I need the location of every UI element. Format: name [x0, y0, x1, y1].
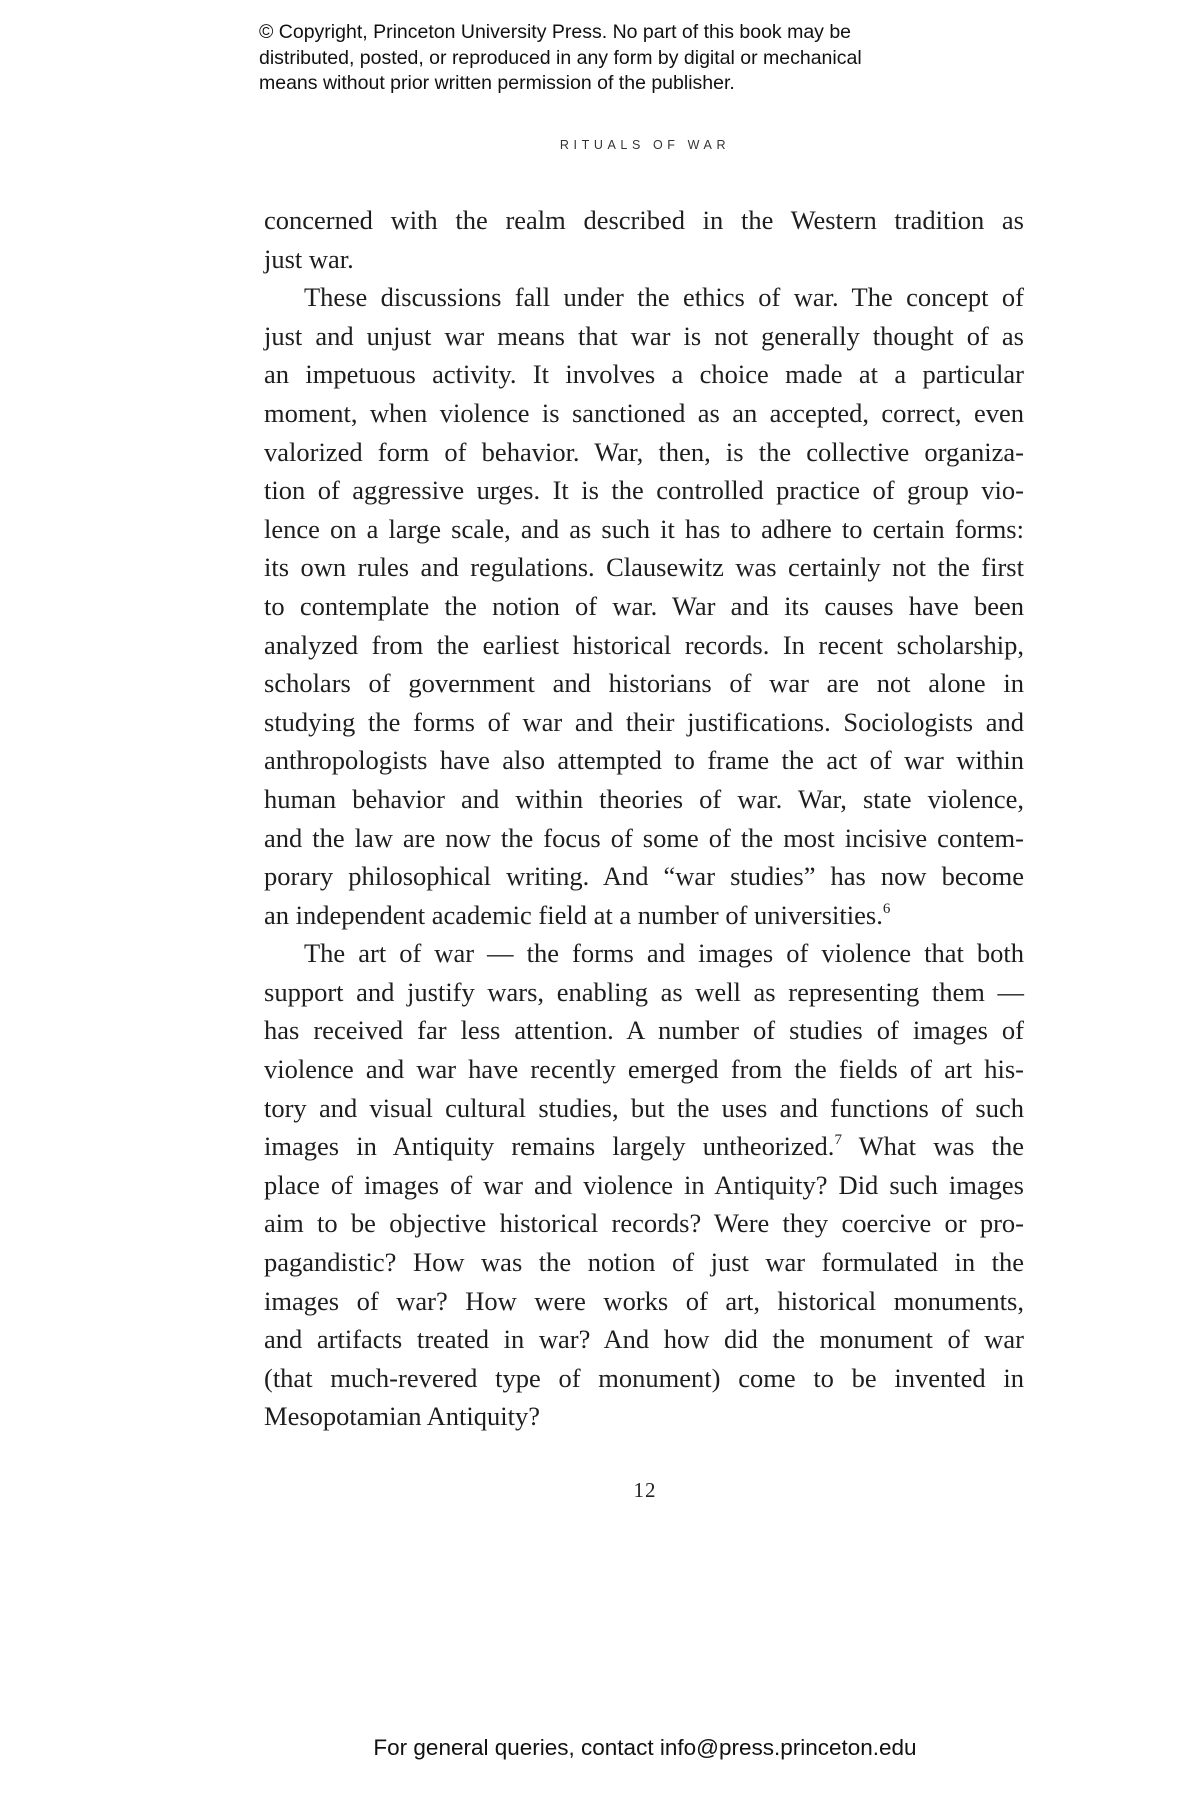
- footer-contact: For general queries, contact info@press.princeton.edu: [373, 1735, 917, 1760]
- text-line: violence and war have recently emerged from the fields of art his-: [264, 1054, 1024, 1085]
- text-line: scholars of government and historians of war are not alone in: [264, 668, 1024, 699]
- page-number: 12: [633, 1478, 657, 1502]
- text-line: an impetuous activity. It involves a choice made at a particular: [264, 359, 1024, 390]
- text-line: place of images of war and violence in Antiquity? Did such images: [264, 1169, 1024, 1200]
- text-line: Mesopotamian Antiquity?: [264, 1401, 541, 1432]
- text-line: analyzed from the earliest historical records. In recent scholarship,: [264, 629, 1024, 660]
- text-line: pagandistic? How was the notion of just war formulated in the: [264, 1247, 1024, 1278]
- text-line: These discussions fall under the ethics of war. The concept of: [304, 282, 1024, 313]
- text-line: support and justify wars, enabling as well as representing them —: [264, 976, 1024, 1007]
- text-line: The art of war — the forms and images of violence that both: [304, 938, 1024, 969]
- copyright-notice: [259, 20, 1019, 97]
- text-line: and the law are now the focus of some of the most incisive contem-: [264, 822, 1024, 853]
- text-line: human behavior and within theories of war. War, state violence,: [264, 783, 1024, 814]
- text-line: concerned with the realm described in the Western tradition as: [264, 205, 1024, 235]
- running-head: RITUALS OF WAR: [559, 138, 731, 152]
- text-line: just and unjust war means that war is not generally thought of as: [264, 320, 1024, 351]
- text-line: valorized form of behavior. War, then, is the collective organiza-: [264, 436, 1024, 467]
- body-text: [264, 201, 1024, 1436]
- text-line: images of war? How were works of art, historical monuments,: [264, 1285, 1024, 1316]
- text-line: [264, 896, 1024, 935]
- text-line: anthropologists have also attempted to frame the act of war within: [264, 745, 1024, 776]
- copyright-line: means without prior written permission of the publisher.: [259, 72, 735, 94]
- text-segment: an independent academic field at a number of universities.: [264, 899, 883, 930]
- text-line: (that much-revered type of monument) come to be invented in: [264, 1362, 1024, 1393]
- text-line: tory and visual cultural studies, but the uses and functions of such: [264, 1092, 1024, 1123]
- text-line: studying the forms of war and their justifications. Sociologists and: [264, 706, 1024, 737]
- text-line: moment, when violence is sanctioned as an accepted, correct, even: [264, 397, 1024, 428]
- footnote-marker: 7: [834, 1132, 842, 1149]
- text-line: and artifacts treated in war? And how did the monument of war: [264, 1324, 1024, 1355]
- text-line: just war.: [264, 243, 354, 274]
- text-line: [264, 1127, 1024, 1166]
- text-line: porary philosophical writing. And “war studies” has now become: [264, 861, 1024, 892]
- copyright-line: distributed, posted, or reproduced in any form by digital or mechanical: [259, 46, 862, 69]
- text-line: tion of aggressive urges. It is the controlled practice of group vio-: [264, 475, 1024, 506]
- footnote-marker: 6: [882, 900, 891, 917]
- copyright-line: © Copyright, Princeton University Press. No part of this book may be: [259, 21, 852, 43]
- text-line: has received far less attention. A number of studies of images of: [264, 1015, 1024, 1046]
- text-segment: images in Antiquity remains largely untheorized.: [264, 1131, 835, 1162]
- text-line: its own rules and regulations. Clausewitz was certainly not the first: [264, 552, 1024, 583]
- text-line: to contemplate the notion of war. War and its causes have been: [264, 590, 1024, 621]
- text-line: aim to be objective historical records? Were they coercive or pro-: [264, 1208, 1024, 1239]
- text-segment: What was the: [841, 1131, 1024, 1162]
- text-line: lence on a large scale, and as such it has to adhere to certain forms:: [264, 513, 1024, 544]
